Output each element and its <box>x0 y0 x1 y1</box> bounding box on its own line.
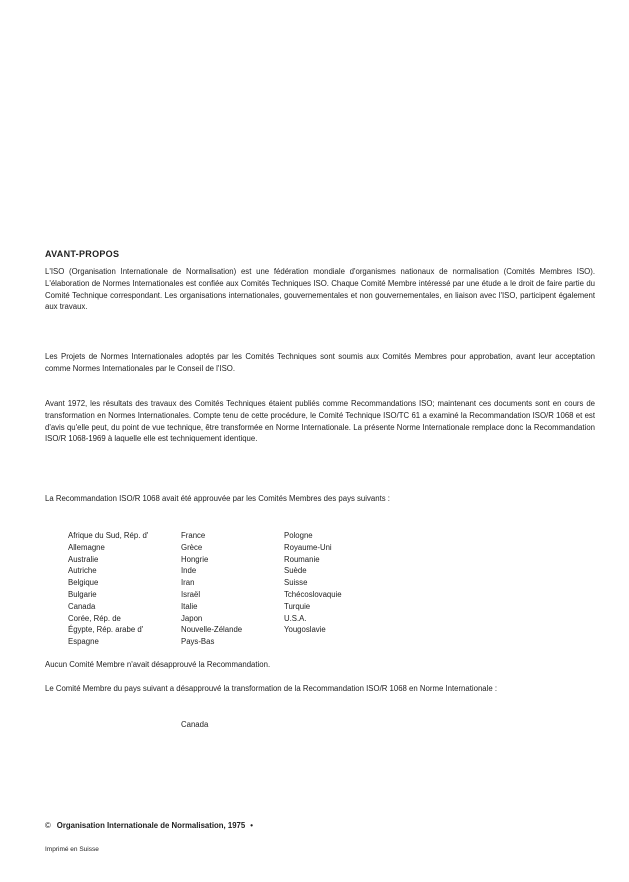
country-item: Pologne <box>284 531 313 540</box>
country-item: Espagne <box>68 637 99 647</box>
countries-column-2 <box>181 530 242 648</box>
bullet-mark: • <box>250 821 253 830</box>
country-item: Nouvelle-Zélande <box>181 625 243 635</box>
country-item: Iran <box>181 578 195 588</box>
country-item: Belgique <box>68 578 99 588</box>
printed-in-note: Imprimé en Suisse <box>45 846 99 853</box>
foreword-paragraph-no-disapproval: Aucun Comité Membre n'avait désapprouvé la Recommandation. <box>45 660 271 669</box>
country-item: Bulgarie <box>68 589 97 599</box>
country-item: Japon <box>181 613 203 623</box>
country-item: Grèce <box>181 542 203 552</box>
foreword-paragraph-history: Avant 1972, les résultats des travaux des Comités Techniques étaient publiés comme Recommandations ISO; maintenant ces documents sont en cours de transformation en Normes Internationales. Compte tenu de cette procédure, le Comité Technique ISO/TC 61 a examiné la Recommandation ISO/R 1068 et est d'avis qu'elle peut, du point de vue technique, être transformée en Norme Internationale. La présente Norme Internationale remplace donc la Recommandation ISO/R 1068-1969 à laquelle elle est techniquement identique. <box>45 399 595 444</box>
copyright-text: Organisation Internationale de Normalisation, 1975 <box>56 821 246 830</box>
country-item: France <box>181 531 206 540</box>
foreword-paragraph-approving-intro: La Recommandation ISO/R 1068 avait été approuvée par les Comités Membres des pays suivants : <box>45 494 390 503</box>
country-item: Inde <box>181 566 197 576</box>
country-item: Australie <box>68 554 99 564</box>
country-item: Suisse <box>284 578 308 588</box>
foreword-paragraph-iso-intro: L'ISO (Organisation Internationale de Normalisation) est une fédération mondiale d'organismes nationaux de normalisation (Comités Membres ISO). L'élaboration de Normes Internationales est confiée aux Comités Techniques ISO. Chaque Comité Membre intéressé par une étude a le droit de faire partie du Comité Technique correspondant. Les organisations internationales, gouvernementales et non gouvernementales, en liaison avec l'ISO, participent également aux travaux. <box>45 267 595 312</box>
countries-column-3 <box>284 530 342 636</box>
country-item: Afrique du Sud, Rép. d' <box>68 531 149 540</box>
country-item: Égypte, Rép. arabe d' <box>68 625 144 635</box>
country-item: Canada <box>68 601 96 611</box>
copyright-symbol: © <box>45 821 51 830</box>
country-item: Corée, Rép. de <box>68 613 121 623</box>
country-item: Hongrie <box>181 554 209 564</box>
country-item: U.S.A. <box>284 613 307 623</box>
foreword-title: AVANT-PROPOS <box>45 249 120 259</box>
country-item: Israël <box>181 589 201 599</box>
country-item: Pays-Bas <box>181 637 215 647</box>
country-item: Yougoslavie <box>284 625 326 635</box>
country-item: Autriche <box>68 566 97 576</box>
country-item: Suède <box>284 566 307 576</box>
copyright-line <box>45 821 253 830</box>
country-item: Turquie <box>284 601 311 611</box>
country-item: Italie <box>181 601 198 611</box>
country-item: Roumanie <box>284 554 320 564</box>
foreword-paragraph-disapproval: Le Comité Membre du pays suivant a désapprouvé la transformation de la Recommandation ISO/R 1068 en Norme Internationale : <box>45 684 498 693</box>
country-item: Allemagne <box>68 542 105 552</box>
countries-column-1 <box>68 530 148 648</box>
country-item: Royaume-Uni <box>284 542 332 552</box>
country-item: Tchécoslovaquie <box>284 589 342 599</box>
disapproving-country: Canada <box>181 720 209 729</box>
foreword-paragraph-approval: Les Projets de Normes Internationales adoptés par les Comités Techniques sont soumis aux Comités Membres pour approbation, avant leur acceptation comme Normes Internationales par le Conseil de l'ISO. <box>45 352 595 373</box>
